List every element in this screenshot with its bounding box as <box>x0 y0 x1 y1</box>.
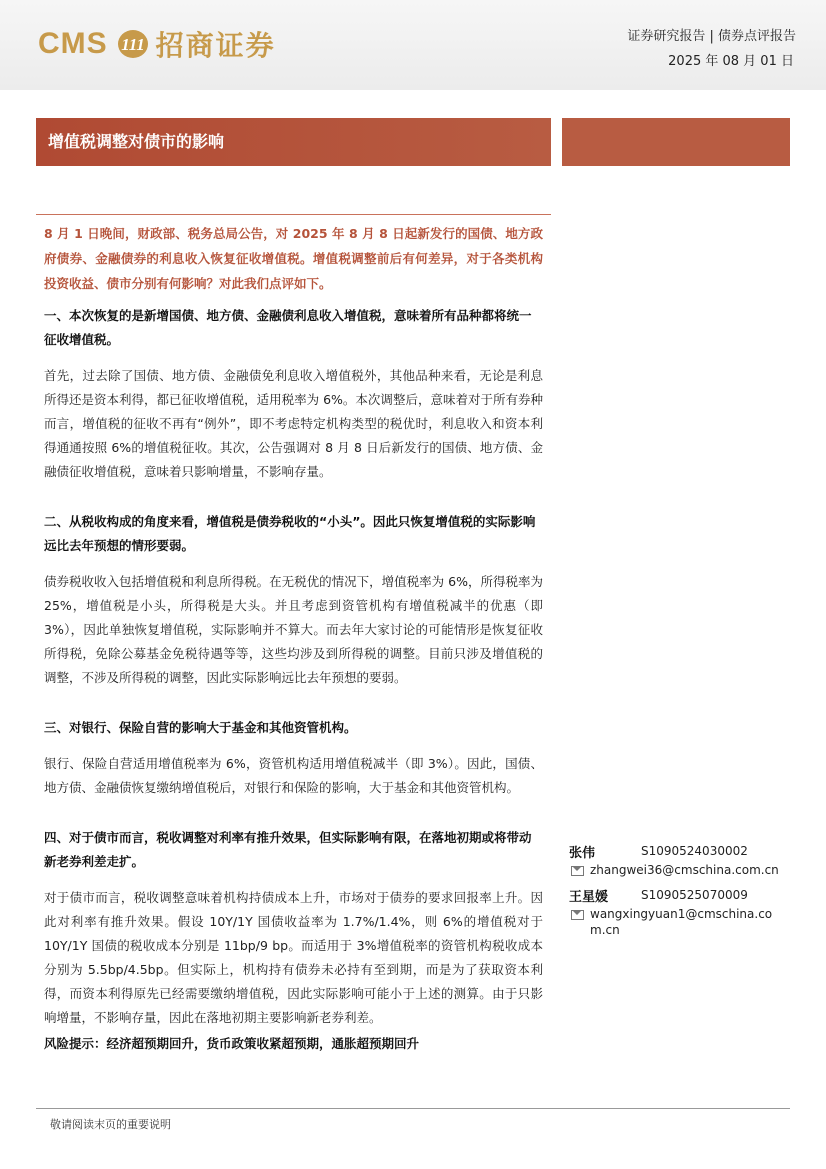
analyst-2 <box>569 884 794 906</box>
analyst-2-id: S1090525070009 <box>641 888 748 902</box>
section-4-body: 对于债市而言，税收调整意味着机构持债成本上升，市场对于债券的要求回报率上升。因此对利率有推升效果。假设 10Y/1Y 国债收益率为 1.7%/1.4%，则 6%的增值税对于 10Y/1Y 国债的税收成本分别是 11bp/9 bp。而适用于 3%增值税率的资管机构税收成本分别为 5.5bp/4.5bp。但实际上，机构持有债券未必持有至到期，而是为了获取资本利得，而资本利得原先已经需要缴纳增值税，因此实际影响可能小于上述的测算。由于只影响增量，不影响存量，因此在落地初期主要影响新老券利差。 <box>44 890 543 1025</box>
report-date: 2025 年 08 月 01 日 <box>668 54 794 69</box>
analyst-1-email[interactable]: zhangwei36@cmschina.com.cn <box>590 863 779 877</box>
cms-logo <box>38 24 276 64</box>
sidebar-header-band <box>562 118 790 166</box>
cms-logo-icon <box>116 27 150 61</box>
section-3-heading: 三、对银行、保险自营的影响大于基金和其他资管机构。 <box>44 720 357 735</box>
main-content <box>36 214 551 1056</box>
section-2-heading: 二、从税收构成的角度来看，增值税是债券税收的“小头”。因此只恢复增值税的实际影响远比去年预想的情形要弱。 <box>44 514 536 553</box>
analyst-2-email-row <box>569 906 794 938</box>
report-title: 增值税调整对债市的影响 <box>36 118 551 166</box>
analyst-2-email[interactable]: wangxingyuan1@cmschina.com.cn <box>590 907 773 937</box>
analyst-1-name: 张伟 <box>569 845 596 861</box>
logo-text: CMS <box>38 27 108 60</box>
mail-icon <box>571 866 584 876</box>
analyst-panel <box>569 840 794 938</box>
risk-warning: 风险提示：经济超预期回升，货币政策收紧超预期，通胀超预期回升 <box>44 1036 420 1051</box>
analyst-1 <box>569 840 794 862</box>
section-3-body: 银行、保险自营适用增值税率为 6%，资管机构适用增值税减半（即 3%）。因此，国债、地方债、金融债恢复缴纳增值税后，对银行和保险的影响，大于基金和其他资管机构。 <box>44 756 543 795</box>
section-1-body: 首先，过去除了国债、地方债、金融债免利息收入增值税外，其他品种来看，无论是利息所得还是资本利得，都已征收增值税，适用税率为 6%。本次调整后，意味着对于所有券种而言，增值税的征收不再有“例外”，即不考虑特定机构类型的税优时，利息收入和资本利得通通按照 6%的增值税征收。其次，公告强调对 8 月 8 日后新发行的国债、地方债、金融债征收增值税，意味着只影响增量，不影响存量。 <box>44 368 543 479</box>
analyst-1-id: S1090524030002 <box>641 844 748 858</box>
logo-cn-text: 招商证券 <box>155 29 276 62</box>
footer-note: 敬请阅读末页的重要说明 <box>50 1118 171 1131</box>
section-2-body: 债券税收收入包括增值税和利息所得税。在无税优的情况下，增值税率为 6%，所得税率为 25%，增值税是小头，所得税是大头。并且考虑到资管机构有增值税减半的优惠（即 3%），因此单独恢复增值税，实际影响并不算大。而去年大家讨论的可能情形是恢复征收所得税，免除公募基金免税待遇等等，这些均涉及到所得税的调整。目前只涉及增值税的调整，不涉及所得税的调整，因此实际影响远比去年预想的要弱。 <box>44 574 543 685</box>
section-4-heading: 四、对于债市而言，税收调整对利率有推升效果，但实际影响有限，在落地初期或将带动新老券利差走扩。 <box>44 830 532 869</box>
footer-divider <box>36 1108 790 1109</box>
lead-summary: 8 月 1 日晚间，财政部、税务总局公告，对 2025 年 8 月 8 日起新发行的国债、地方政府债券、金融债券的利息收入恢复征收增值税。增值税调整前后有何差异，对于各类机构投资收益、债市分别有何影响？对此我们点评如下。 <box>36 214 551 298</box>
svg-text:111: 111 <box>120 35 145 54</box>
report-type: 证券研究报告 | 债券点评报告 <box>627 29 796 44</box>
section-1-heading: 一、本次恢复的是新增国债、地方债、金融债利息收入增值税，意味着所有品种都将统一征收增值税。 <box>44 308 532 347</box>
mail-icon <box>571 910 584 920</box>
analyst-1-email-row <box>569 862 794 884</box>
analyst-2-name: 王星媛 <box>569 889 609 905</box>
